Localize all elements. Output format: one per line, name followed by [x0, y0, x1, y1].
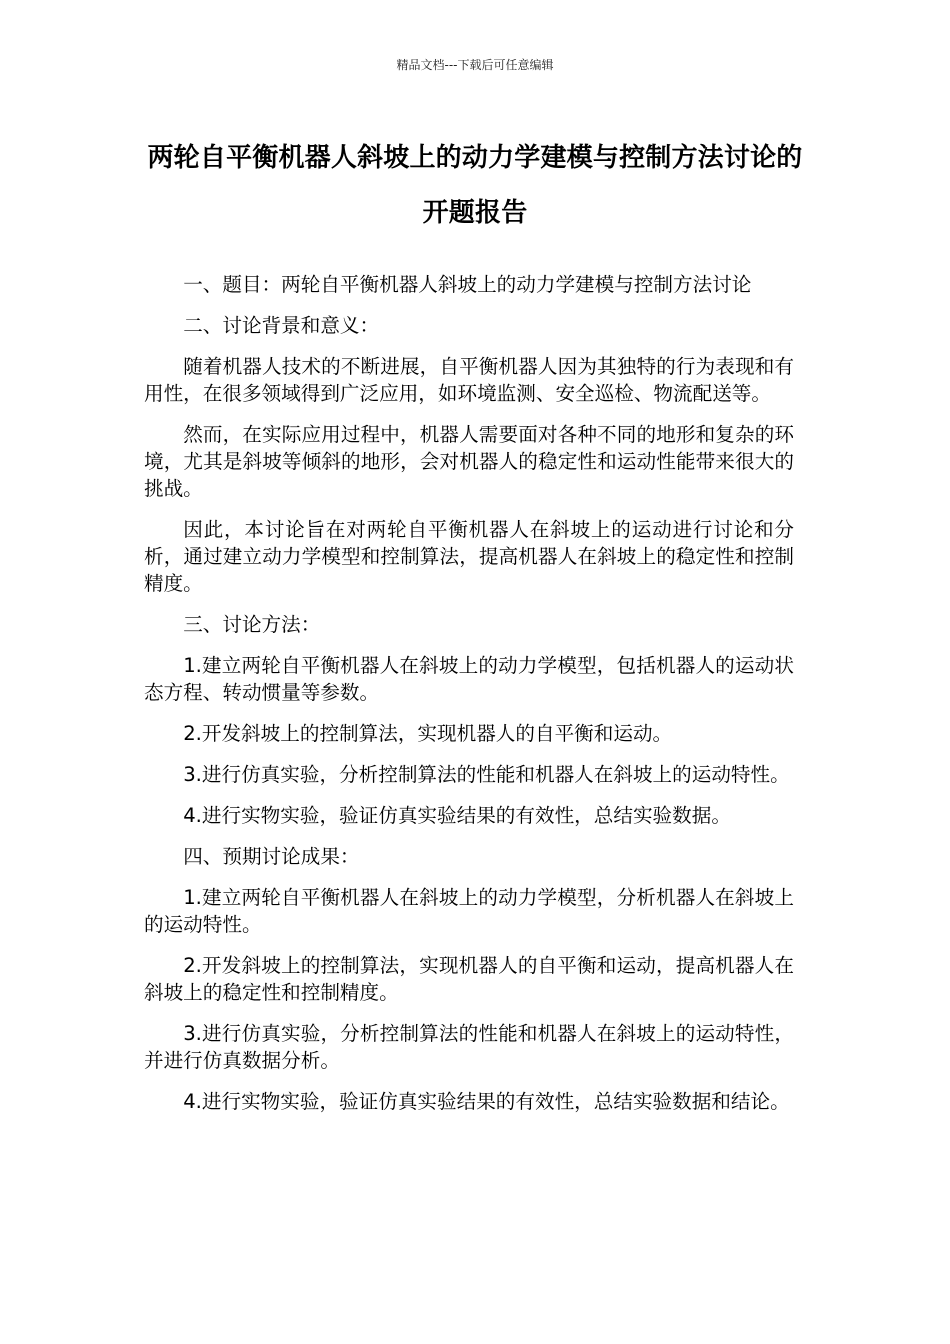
- document-body: [144, 271, 794, 1129]
- section-heading-methods: 三、讨论方法：: [183, 613, 321, 636]
- list-item: 4.进行实物实验，验证仿真实验结果的有效性，总结实验数据和结论。: [183, 1090, 790, 1113]
- list-item: 1.建立两轮自平衡机器人在斜坡上的动力学模型，包括机器人的运动状态方程、转动惯量等参数。: [144, 654, 794, 704]
- body-paragraph: 然而，在实际应用过程中，机器人需要面对各种不同的地形和复杂的环境，尤其是斜坡等倾斜的地形，会对机器人的稳定性和运动性能带来很大的挑战。: [144, 423, 794, 500]
- list-item: 2.开发斜坡上的控制算法，实现机器人的自平衡和运动。: [183, 722, 673, 745]
- section-heading-outcomes: 四、预期讨论成果：: [183, 845, 360, 868]
- list-item: 4.进行实物实验，验证仿真实验结果的有效性，总结实验数据。: [183, 804, 731, 827]
- body-paragraph: 随着机器人技术的不断进展，自平衡机器人因为其独特的行为表现和有用性，在很多领域得到广泛应用，如环境监测、安全巡检、物流配送等。: [144, 355, 794, 405]
- page-header: 精品文档---下载后可任意编辑: [396, 58, 554, 72]
- section-heading-background: 二、讨论背景和意义：: [183, 314, 380, 337]
- section-heading-topic: 一、题目：两轮自平衡机器人斜坡上的动力学建模与控制方法讨论: [183, 273, 752, 296]
- list-item: 3.进行仿真实验，分析控制算法的性能和机器人在斜坡上的运动特性，并进行仿真数据分析。: [144, 1022, 794, 1072]
- document-title: 两轮自平衡机器人斜坡上的动力学建模与控制方法讨论的开题报告: [147, 143, 803, 228]
- list-item: 1.建立两轮自平衡机器人在斜坡上的动力学模型，分析机器人在斜坡上的运动特性。: [144, 886, 794, 936]
- list-item: 2.开发斜坡上的控制算法，实现机器人的自平衡和运动，提高机器人在斜坡上的稳定性和控制精度。: [144, 954, 794, 1004]
- body-paragraph: 因此，本讨论旨在对两轮自平衡机器人在斜坡上的运动进行讨论和分析，通过建立动力学模型和控制算法，提高机器人在斜坡上的稳定性和控制精度。: [144, 518, 794, 595]
- list-item: 3.进行仿真实验，分析控制算法的性能和机器人在斜坡上的运动特性。: [183, 763, 790, 786]
